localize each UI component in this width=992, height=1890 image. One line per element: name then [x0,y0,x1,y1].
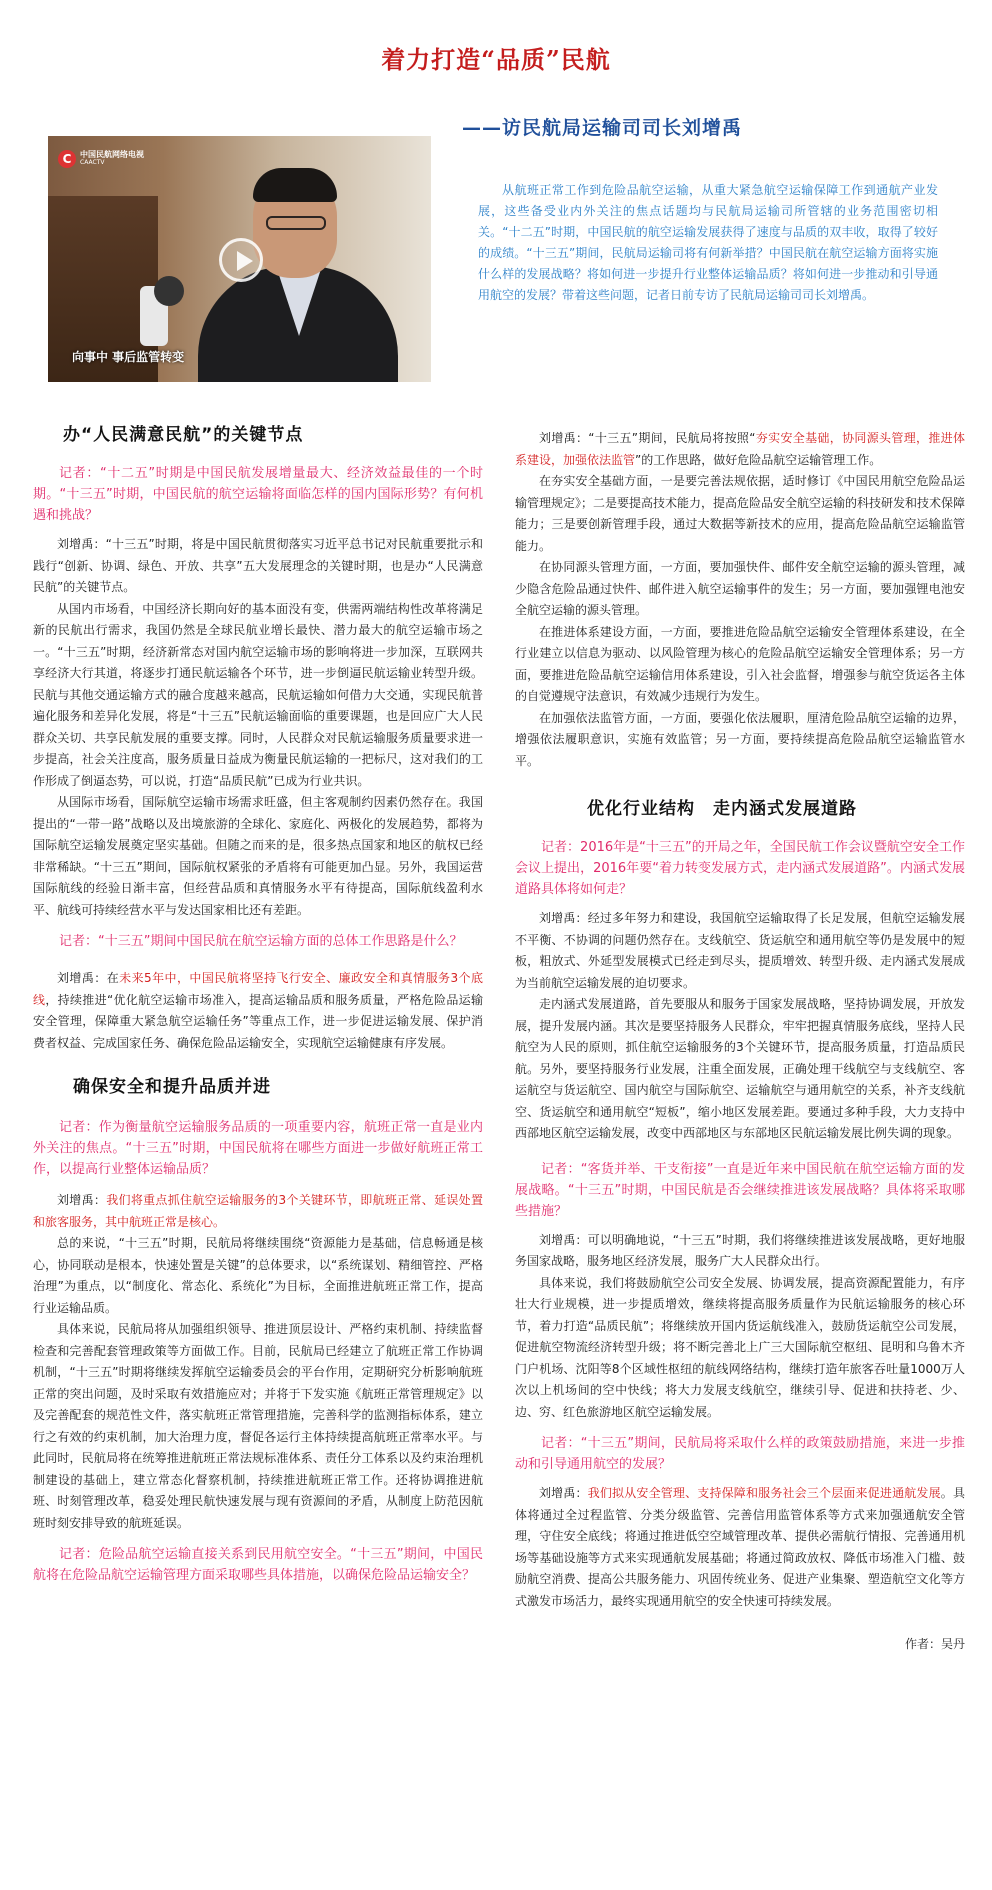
answer-paragraph: 在推进体系建设方面，一方面，要推进危险品航空运输安全管理体系建设，在全行业建立以信息为驱动、以风险管理为核心的危险品航空运输安全管理体系；另一方面，要推进危险品航空运输信用体系建设，引入社会监督，增强参与航空货运各主体的自觉遵规守法意识，有效减少违规行为发生。 [515,624,965,703]
answer-paragraph: 刘增禹：在未来5年中，中国民航将坚持飞行安全、廉政安全和真情服务3个底线，持续推进“优化航空运输市场准入，提高运输品质和服务质量，严格危险品运输安全管理，保障重大紧急航空运输任务”等重点工作，进一步促进运输发展、保护消费者权益、完成国家任务、确保危险品运输安全，实现航空运输健康有序发展。 [33,971,483,1050]
author-credit: 作者：吴丹 [904,1637,965,1651]
right-column [515,428,965,1656]
answer-paragraph: 刘增禹：“十三五”时期，将是中国民航贯彻落实习近平总书记对民航重要批示和践行“创新、协调、绿色、开放、共享”五大发展理念的关键时期，也是办“人民满意民航”的关键节点。 [33,537,483,594]
answer-paragraph: 刘增禹：“十三五”期间，民航局将按照“夯实安全基础，协同源头管理，推进体系建设，加强依法监管”的工作思路，做好危险品航空运输管理工作。 [515,431,965,467]
answer-paragraph: 在加强依法监管方面，一方面，要强化依法履职，厘清危险品航空运输的边界，增强依法履职意识，实施有效监管；另一方面，要持续提高危险品航空运输监管水平。 [515,710,965,768]
section-heading: 确保安全和提升品质并进 [73,1077,271,1097]
video-player[interactable] [48,136,431,382]
answer-paragraph: 在协同源头管理方面，一方面，要加强快件、邮件安全航空运输的源头管理，减少隐含危险品通过快件、邮件进入航空运输事件的发生；另一方面，要加强锂电池安全航空运输的源头管理。 [515,560,965,617]
article-intro: 从航班正常工作到危险品航空运输，从重大紧急航空运输保障工作到通航产业发展，这些备受业内外关注的焦点话题均与民航局运输司所管辖的业务范围密切相关。“十二五”时期，中国民航的航空运输发展获得了速度与品质的双丰收，取得了较好的成绩。“十三五”期间，民航局运输司将有何新举措？中国民航在航空运输方面将实施什么样的发展战略？将如何进一步提升行业整体运输品质？将如何进一步推动和引导通用航空的发展？带着这些问题，记者日前专访了民航局运输司司长刘增禹。 [478,183,938,302]
answer-paragraph: 刘增禹：可以明确地说，“十三五”时期，我们将继续推进该发展战略，更好地服务国家战略，服务地区经济发展，服务广大人民群众出行。 [515,1232,965,1268]
left-column [33,420,483,1586]
article-subtitle: ——访民航局运输司司长刘增禹 [462,117,743,139]
answer-paragraph: 在夯实安全基础方面，一是要完善法规依据，适时修订《中国民用航空危险品运输管理规定》；二是要提高技术能力，提高危险品安全航空运输的科技研发和技术保障能力；三是要创新管理手段，通过大数据等新技术的应用，提高危险品航空运输监管能力。 [515,474,966,553]
answer-paragraph: 从国际市场看，国际航空运输市场需求旺盛，但主客观制约因素仍然存在。我国提出的“一带一路”战略以及出境旅游的全球化、家庭化、两极化的发展趋势，都将为国际航空运输发展奠定坚实基础。但随之而来的是，很多热点国家和地区的航权已经非常稀缺。“十三五”期间，国际航权紧张的矛盾将有可能更加凸显。另外，我国运营国际航线的经验日渐丰富，但经营品质和真情服务水平有待提高，国际航线盈利水平、航线可持续经营水平与发达国家相比还有差距。 [33,795,483,917]
answer-paragraph: 刘增禹：我们拟从安全管理、支持保障和服务社会三个层面来促进通航发展。具体将通过全过程监管、分类分级监管、完善信用监管体系等方式来加强通航安全管理，守住安全底线；将通过推进低空空域管理改革、提供必需航行情报、完善通用机场等基础设施等方式来实现通航发展基础；将通过简政放权、降低市场准入门槛、鼓励航空消费、提高公共服务能力、巩固传统业务、促进产业集聚、塑造航空文化等方式激发市场活力，最终实现通用航空的安全快速可持续发展。 [515,1486,965,1608]
channel-logo-icon: C [58,150,76,168]
reporter-question: 记者：“十三五”期间，民航局将采取什么样的政策鼓励措施，来进一步推动和引导通用航空的发展？ [515,1436,965,1472]
microphone-head [154,276,184,306]
interviewee-hair [253,168,337,202]
section-heading: 优化行业结构 走内涵式发展道路 [587,799,857,819]
channel-name: 中国民航网络电视 [80,150,144,159]
highlighted-text: 我们将重点抓住航空运输服务的3个关键环节，即航班正常、延误处置和旅客服务，其中航班正常是核心。 [33,1193,483,1229]
channel-logo [58,146,170,172]
reporter-question: 记者：作为衡量航空运输服务品质的一项重要内容，航班正常一直是业内外关注的焦点。“十三五”时期，中国民航将在哪些方面进一步做好航班正常工作，以提高行业整体运输品质？ [33,1120,483,1177]
video-caption: 向事中 事后监管转变 [72,350,185,364]
reporter-question: 记者：2016年是“十三五”的开局之年，全国民航工作会议暨航空安全工作会议上提出，2016年要“着力转变发展方式，走内涵式发展道路”。内涵式发展道路具体将如何走？ [515,840,965,897]
reporter-question: 记者：“客货并举、干支衔接”一直是近年来中国民航在航空运输方面的发展战略。“十三五”时期，中国民航是否会继续推进该发展战略？具体将采取哪些措施？ [515,1161,965,1219]
reporter-question: 记者：“十二五”时期是中国民航发展增量最大、经济效益最佳的一个时期。“十三五”时期，中国民航的航空运输将面临怎样的国内国际形势？有何机遇和挑战？ [33,466,483,523]
answer-paragraph: 具体来说，我们将鼓励航空公司安全发展、协调发展，提高资源配置能力，有序壮大行业规模，进一步提质增效，继续将提高服务质量作为民航运输服务的核心环节，着力打造“品质民航”；将继续放开国内货运航线准入，鼓励货运航空公司发展，促进航空物流经济转型升级；将不断完善北上广三大国际航空枢纽、昆明和乌鲁木齐门户机场、沈阳等8个区域性枢纽的航线网络结构，继续打造年旅客吞吐量1000万人次以上机场间的空中快线；将大力发展支线航空，继续引导、促进和扶持老、少、边、穷、红色旅游地区航空运输发展。 [515,1275,965,1419]
answer-paragraph: 总的来说，“十三五”时期，民航局将继续围绕“资源能力是基础，信息畅通是核心，协同联动是根本，快速处置是关键”的总体要求，以“系统谋划、精细管控、严格治理”为重点，以“制度化、常态化、系统化”为目标，全面推进航班正常工作，提高行业运输品质。 [33,1236,483,1315]
reporter-question: 记者：危险品航空运输直接关系到民用航空安全。“十三五”期间，中国民航将在危险品航空运输管理方面采取哪些具体措施，以确保危险品运输安全？ [33,1547,483,1583]
reporter-question: 记者：“十三五”期间中国民航在航空运输方面的总体工作思路是什么？ [59,934,463,949]
answer-paragraph: 刘增禹：我们将重点抓住航空运输服务的3个关键环节，即航班正常、延误处置和旅客服务，其中航班正常是核心。 [33,1193,483,1229]
highlighted-text: 夯实安全基础，协同源头管理，推进体系建设，加强依法监管 [515,431,965,467]
answer-paragraph: 走内涵式发展道路，首先要服从和服务于国家发展战略，坚持协调发展，开放发展，提升发展内涵。其次是要坚持服务人民群众，牢牢把握真情服务底线，坚持人民航空为人民的原则，抓住航空运输服务的3个关键环节，提高服务质量，打造品质民航。另外，要坚持服务行业发展，注重全面发展，正确处理干线航空与支线航空、客运航空与货运航空、国内航空与国际航空、运输航空与通用航空的关系，补齐支线航空、货运航空和通用航空“短板”，缩小地区发展差距。要通过多种手段，大力支持中西部地区航空运输发展，改变中西部地区与东部地区民航运输发展比例失调的现象。 [515,997,965,1140]
section-heading: 办“人民满意民航”的关键节点 [63,425,304,445]
article-title: 着力打造“品质”民航 [381,45,611,74]
answer-paragraph: 具体来说，民航局将从加强组织领导、推进顶层设计、严格约束机制、持续监督检查和完善配套管理政策等方面做工作。目前，民航局已经建立了航班正常工作协调机制，“十三五”时期将继续发挥航空运输委员会的平台作用，定期研究分析影响航班正常的突出问题，及时采取有效措施应对；并将于下发实施《航班正常管理规定》以及完善配套的规范性文件，落实航班正常管理措施，完善科学的监测指标体系，建立行之有效的约束机制，加大治理力度，督促各运行主体持续提高航班正常率水平。与此同时，民航局将在统筹推进航班正常法规标准体系、责任分工体系以及约束治理机制建设的基础上，建立常态化督察机制，持续推进航班正常工作。还将协调推进航班、时刻管理改革，稳妥处理民航快速发展与现有资源间的矛盾，从制度上防范因航班时刻安排导致的航班延误。 [33,1322,483,1530]
channel-code: CAACTV [80,159,105,166]
highlighted-text: 我们拟从安全管理、支持保障和服务社会三个层面来促进通航发展 [587,1486,941,1500]
answer-paragraph: 刘增禹：经过多年努力和建设，我国航空运输取得了长足发展，但航空运输发展不平衡、不协调的问题仍然存在。支线航空、货运航空和通用航空等仍是发展中的短板，粗放式、外延型发展模式已经走到尽头，提质增效、转型升级、走内涵式发展成为当前航空运输发展的迫切要求。 [515,911,965,990]
play-icon[interactable] [219,238,263,282]
answer-paragraph: 从国内市场看，中国经济长期向好的基本面没有变，供需两端结构性改革将满足新的民航出行需求，我国仍然是全球民航业增长最快、潜力最大的航空运输市场之一。“十三五”时期，经济新常态对国内航空运输市场的影响将进一步加深，互联网共享经济大行其道，将逐步打通民航运输各个环节，进一步倒逼民航运输业转型升级。民航与其他交通运输方式的融合度越来越高，民航运输如何借力大交通，实现民航普遍化服务和差异化发展，将是“十三五”民航运输面临的重要课题，也是回应广大人民群众关切、共享民航发展的重要支撑。同时，人民群众对民航运输服务质量要求进一步提高，社会关注度高，服务质量日益成为衡量民航运输的一把标尺，这对我们的工作形成了倒逼态势，可以说，打造“品质民航”已成为行业共识。 [33,601,483,788]
interviewee-glasses [266,216,326,230]
highlighted-text: 未来5年中，中国民航将坚持飞行安全、廉政安全和真情服务3个底线 [33,971,483,1007]
